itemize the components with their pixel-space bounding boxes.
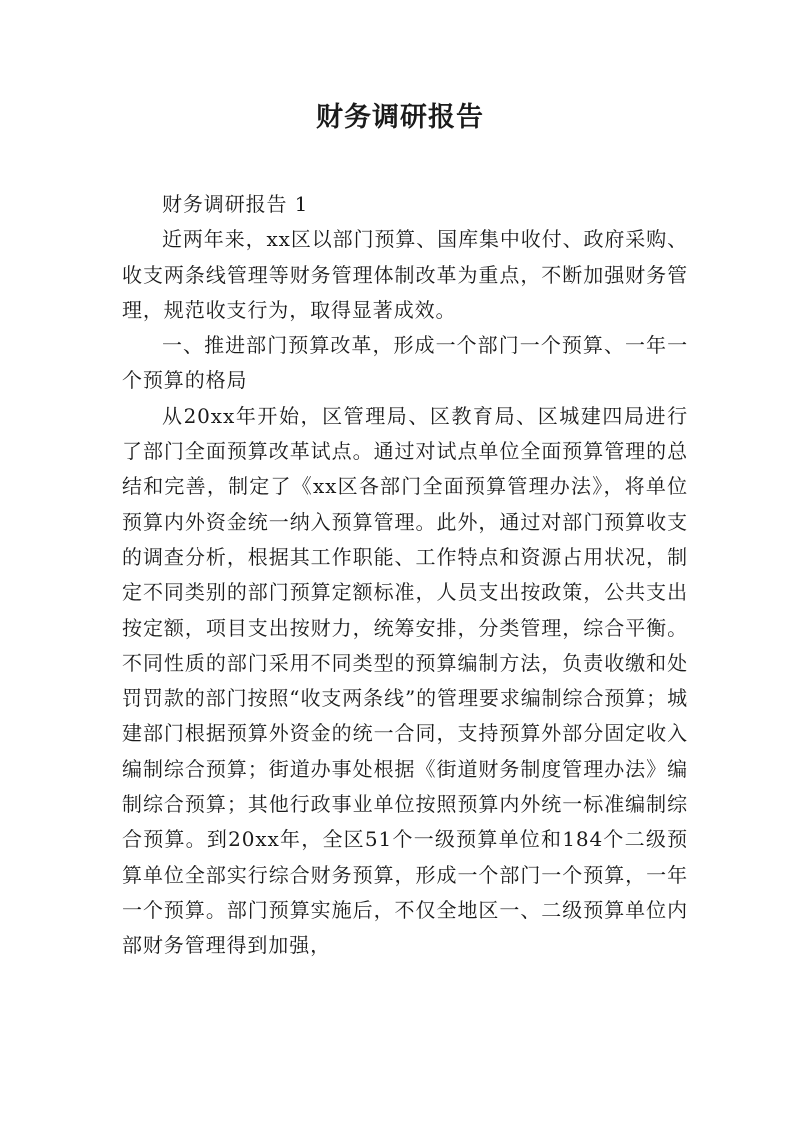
paragraph-section-one-body: 从20xx年开始，区管理局、区教育局、区城建四局进行了部门全面预算改革试点。通过对试点单位全面预算管理的总结和完善，制定了《xx区各部门全面预算管理办法》，将单位预算内外资金统一纳入预算管理。此外，通过对部门预算收支的调查分析，根据其工作职能、工作特点和资源占用状况，制定不同类别的部门预算定额标准，人员支出按政策，公共支出按定额，项目支出按财力，统筹安排，分类管理，综合平衡。不同性质的部门采用不同类型的预算编制方法，负责收缴和处罚罚款的部门按照“收支两条线”的管理要求编制综合预算；城建部门根据预算外资金的统一合同，支持预算外部分固定收入编制综合预算；街道办事处根据《街道财务制度管理办法》编制综合预算；其他行政事业单位按照预算内外统一标准编制综合预算。到20xx年，全区51个一级预算单位和184个二级预算单位全部实行综合财务预算，形成一个部门一个预算，一年一个预算。部门预算实施后，不仅全地区一、二级预算单位内部财务管理得到加强， bbox=[122, 403, 688, 958]
paragraph-section-one-heading: 一、推进部门预算改革，形成一个部门一个预算、一年一个预算的格局 bbox=[122, 333, 688, 393]
paragraph-intro: 近两年来，xx区以部门预算、国库集中收付、政府采购、收支两条线管理等财务管理体制改革为重点，不断加强财务管理，规范收支行为，取得显著成效。 bbox=[122, 227, 688, 322]
document-title: 财务调研报告 bbox=[316, 102, 484, 133]
paragraph-report-heading: 财务调研报告 1 bbox=[162, 192, 309, 216]
document-body bbox=[122, 187, 688, 964]
